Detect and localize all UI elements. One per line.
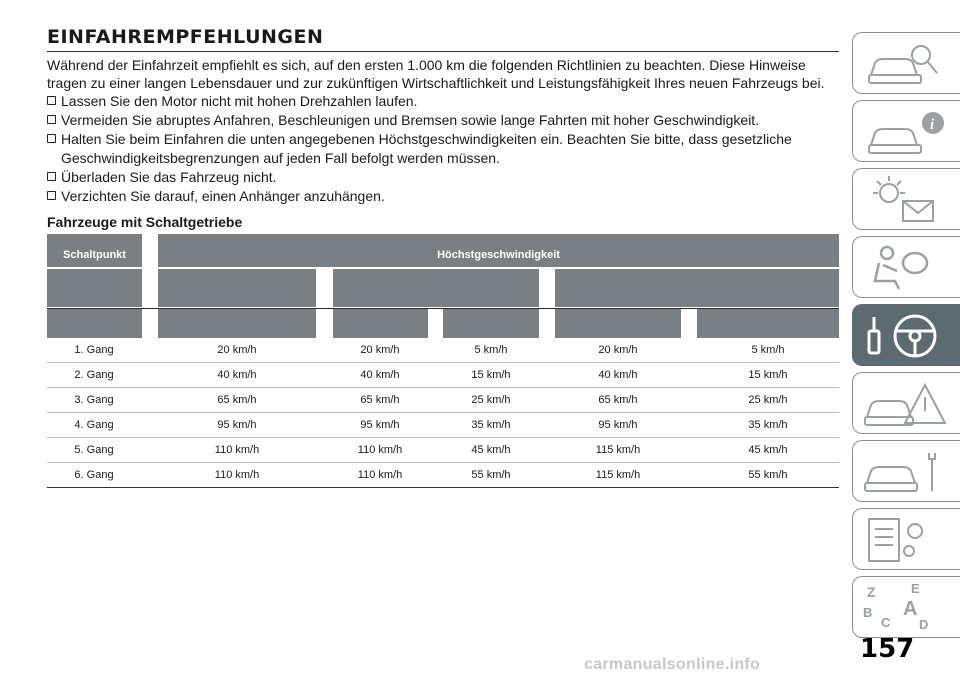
gear-cell: 3. Gang	[74, 394, 114, 406]
speed-cell: 95 km/h	[217, 419, 257, 431]
bullet-box-icon	[47, 96, 56, 105]
speed-cell: 110 km/h	[357, 444, 403, 456]
speed-cell: 55 km/h	[748, 469, 788, 481]
table-row	[47, 438, 839, 463]
warning-light-mail-icon	[859, 173, 959, 227]
table-body	[47, 338, 839, 488]
speed-cell: 40 km/h	[598, 369, 638, 381]
bullet-box-icon	[47, 134, 56, 143]
table-subheader-row	[47, 268, 839, 307]
speed-cell: 110 km/h	[357, 469, 403, 481]
table-row	[47, 463, 839, 488]
key-steering-wheel-icon	[859, 309, 959, 363]
speed-cell: 65 km/h	[360, 394, 400, 406]
table-row	[47, 338, 839, 363]
speed-cell: 20 km/h	[598, 344, 638, 356]
table-subheader-row	[47, 307, 839, 338]
tab-index[interactable]	[852, 576, 960, 638]
tab-warning-lights[interactable]	[852, 168, 960, 230]
speed-cell: 40 km/h	[360, 369, 400, 381]
speed-cell: 45 km/h	[471, 444, 511, 456]
speed-cell: 95 km/h	[598, 419, 638, 431]
page-number: 157	[860, 634, 915, 664]
table-header	[47, 234, 839, 268]
page-content	[47, 26, 839, 230]
car-info-icon	[859, 105, 959, 159]
tab-safety[interactable]	[852, 236, 960, 298]
speed-cell: 95 km/h	[360, 419, 400, 431]
list-item: Halten Sie beim Einfahren die unten angegebenen Höchstgeschwindigkeiten ein. Beachten Sie bitte, dass gesetzliche Geschwindigkeitsbegrenzungen auf jeden Fall befolgt werden müssen.	[47, 130, 839, 168]
table-row	[47, 388, 839, 413]
speed-cell: 110 km/h	[214, 444, 260, 456]
table-row	[47, 363, 839, 388]
speed-cell: 25 km/h	[471, 394, 511, 406]
speed-cell: 45 km/h	[748, 444, 788, 456]
list-item: Überladen Sie das Fahrzeug nicht.	[47, 168, 839, 187]
speed-cell: 5 km/h	[474, 344, 508, 356]
header-gear: Schaltpunkt	[63, 249, 126, 261]
airbag-person-icon	[859, 241, 959, 295]
svg-text:i: i	[930, 117, 935, 133]
speed-cell: 65 km/h	[217, 394, 257, 406]
svg-text:D: D	[919, 617, 929, 632]
gear-cell: 4. Gang	[74, 419, 114, 431]
tab-car-info[interactable]	[852, 100, 960, 162]
speed-table	[47, 234, 839, 488]
speed-cell: 25 km/h	[748, 394, 788, 406]
svg-text:B: B	[863, 605, 873, 620]
recommendations-list	[47, 92, 839, 206]
list-item: Lassen Sie den Motor nicht mit hohen Drehzahlen laufen.	[47, 92, 839, 111]
tab-technical-data[interactable]	[852, 508, 960, 570]
bullet-box-icon	[47, 115, 56, 124]
svg-text:E: E	[911, 581, 920, 596]
alphabet-index-icon	[859, 581, 959, 635]
svg-text:Z: Z	[867, 584, 876, 600]
list-item: Vermeiden Sie abruptes Anfahren, Beschleunigen und Bremsen sowie lange Fahrten mit hoher Geschwindigkeit.	[47, 111, 839, 130]
gear-cell: 2. Gang	[74, 369, 114, 381]
header-max-speed: Höchstgeschwindigkeit	[437, 249, 560, 261]
tab-maintenance[interactable]	[852, 440, 960, 502]
car-search-icon	[859, 37, 959, 91]
tab-car-search[interactable]	[852, 32, 960, 94]
speed-cell: 15 km/h	[471, 369, 511, 381]
bullet-box-icon	[47, 172, 56, 181]
speed-cell: 65 km/h	[598, 394, 638, 406]
car-wrench-icon	[859, 445, 959, 499]
list-gears-icon	[859, 513, 959, 567]
speed-cell: 5 km/h	[751, 344, 785, 356]
speed-cell: 55 km/h	[471, 469, 511, 481]
table-row	[47, 413, 839, 438]
list-item: Verzichten Sie darauf, einen Anhänger anzuhängen.	[47, 187, 839, 206]
bullet-box-icon	[47, 191, 56, 200]
speed-cell: 35 km/h	[471, 419, 511, 431]
tab-emergency[interactable]	[852, 372, 960, 434]
speed-cell: 15 km/h	[748, 369, 788, 381]
svg-text:A: A	[903, 598, 918, 620]
gear-cell: 1. Gang	[74, 344, 114, 356]
speed-cell: 115 km/h	[595, 469, 641, 481]
page-title: EINFAHREMPFEHLUNGEN	[47, 26, 839, 52]
speed-cell: 20 km/h	[360, 344, 400, 356]
speed-cell: 20 km/h	[217, 344, 257, 356]
section-subheading: Fahrzeuge mit Schaltgetriebe	[47, 214, 243, 230]
speed-cell: 110 km/h	[214, 469, 260, 481]
car-warning-triangle-icon	[859, 377, 959, 431]
speed-cell: 35 km/h	[748, 419, 788, 431]
tab-starting-driving[interactable]	[852, 304, 960, 366]
speed-cell: 40 km/h	[217, 369, 257, 381]
gear-cell: 6. Gang	[74, 469, 114, 481]
intro-paragraph: Während der Einfahrzeit empfiehlt es sich, auf den ersten 1.000 km die folgenden Richtlinien zu beachten. Diese Hinweise tragen zu einer langen Lebensdauer und zur zukünftigen Wirtschaftlichkeit und Leistungsfähigkeit Ihres neuen Fahrzeugs bei.	[47, 57, 825, 91]
gear-cell: 5. Gang	[74, 444, 114, 456]
speed-cell: 115 km/h	[595, 444, 641, 456]
svg-text:C: C	[881, 615, 891, 630]
watermark: carmanualsonline.info	[584, 656, 761, 673]
